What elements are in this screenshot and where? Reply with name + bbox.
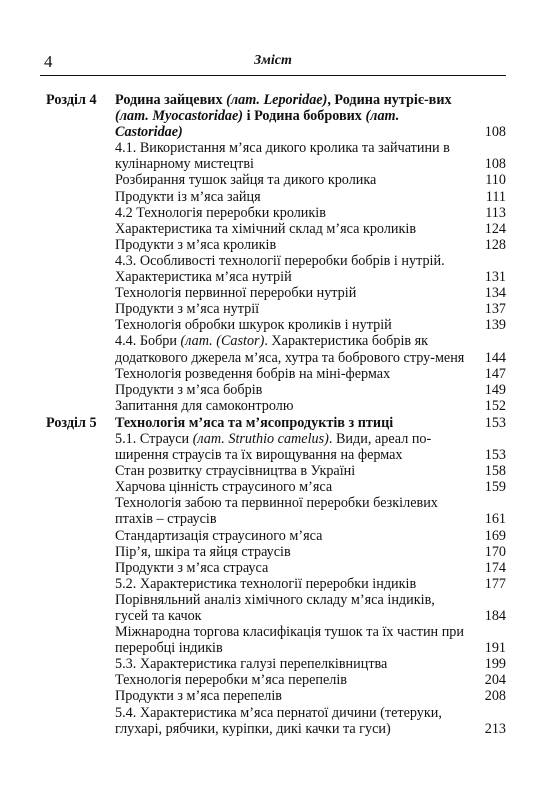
entry-title: Технологія первинної переробки нутрій <box>115 285 357 302</box>
entry-title: Запитання для самоконтролю <box>115 397 294 414</box>
toc-entry <box>40 333 506 365</box>
toc-entry <box>40 189 506 205</box>
entry-title: 4.2 Технологія переробки кроликів <box>115 204 326 221</box>
toc-entry <box>40 672 506 688</box>
entry-page-number: 111 <box>485 188 506 205</box>
toc-entry <box>40 688 506 704</box>
entry-title: Характеристика та хімічний склад м’яса кроликів <box>115 220 417 237</box>
toc-entry <box>40 528 506 544</box>
toc-entry <box>40 140 506 172</box>
entry-title: Продукти з м’яса перепелів <box>115 688 282 705</box>
toc-entry <box>40 624 506 656</box>
entry-page-number: 204 <box>484 672 506 689</box>
entry-title: Продукти з м’яса нутрії <box>115 301 260 318</box>
toc-entry <box>40 576 506 592</box>
toc-entry <box>40 479 506 495</box>
entry-title: Технологія м’яса та м’ясопродуктів з птиці <box>115 414 394 431</box>
toc-entry <box>40 301 506 317</box>
toc-entry <box>40 253 506 269</box>
entry-title: Продукти із м’яса зайця <box>115 188 261 205</box>
entry-page-number: 110 <box>485 172 506 189</box>
toc-entry <box>40 398 506 414</box>
entry-title: Продукти з м’яса страуса <box>115 559 269 576</box>
entry-page-number: 169 <box>484 527 506 544</box>
entry-title: 5.3. Характеристика галузі перепелківництва <box>115 656 388 673</box>
toc-entry <box>40 205 506 221</box>
table-of-contents <box>40 92 506 737</box>
entry-title: Розбирання тушок зайця та дикого кролика <box>115 172 377 189</box>
toc-entry <box>40 463 506 479</box>
toc-entry <box>40 705 506 737</box>
toc-entry <box>40 495 506 527</box>
toc-entry <box>40 544 506 560</box>
entry-title: 5.1. Страуси (лат. Struthio camelus). Види, ареал по-ширення страусів та їх вирощування на фермах <box>115 430 432 464</box>
entry-title: Міжнародна торгова класифікація тушок та їх частин при переробці індиків <box>115 624 464 657</box>
entry-title: Технологія розведення бобрів на міні-фермах <box>115 365 391 382</box>
entry-title: Стандартизація страусиного м’яса <box>115 527 323 544</box>
toc-entry <box>40 656 506 672</box>
entry-title: Характеристика м’яса нутрій <box>115 269 292 286</box>
toc-entry <box>40 592 506 624</box>
toc-entry <box>40 237 506 253</box>
toc-entry <box>40 172 506 188</box>
toc-entry <box>40 560 506 576</box>
entry-page-number: 108 <box>484 156 506 173</box>
entry-page-number: 149 <box>484 381 506 398</box>
toc-entry <box>40 285 506 301</box>
entry-page-number: 208 <box>484 688 506 705</box>
entry-page-number: 199 <box>484 656 506 673</box>
entry-page-number: 124 <box>484 220 506 237</box>
page-number: 4 <box>44 52 53 71</box>
entry-title: Технологія забою та первинної переробки безкілевих птахів – страусів <box>115 495 438 528</box>
entry-title: 4.3. Особливості технології переробки бобрів і нутрій. <box>115 252 445 269</box>
toc-entry <box>40 221 506 237</box>
entry-page-number: 174 <box>484 559 506 576</box>
entry-title: Продукти з м’яса бобрів <box>115 381 263 398</box>
entry-page-number: 144 <box>484 349 506 366</box>
entry-title: Технологія обробки шкурок кроликів і нутрій <box>115 317 392 334</box>
toc-entry <box>40 269 506 285</box>
running-title: Зміст <box>254 53 292 68</box>
section-label: Розділ 5 <box>46 414 97 431</box>
toc-entry <box>40 366 506 382</box>
entry-page-number: 184 <box>484 608 506 624</box>
entry-page-number: 134 <box>484 285 506 302</box>
entry-page-number: 153 <box>484 414 506 431</box>
entry-page-number: 139 <box>484 317 506 334</box>
entry-page-number: 147 <box>484 365 506 382</box>
entry-page-number: 137 <box>484 301 506 318</box>
header-rule <box>40 75 506 76</box>
page-header <box>40 48 506 74</box>
entry-page-number: 152 <box>484 397 506 414</box>
entry-page-number: 128 <box>484 236 506 253</box>
entry-title: 5.2. Характеристика технології переробки індиків <box>115 575 417 592</box>
toc-entry <box>40 317 506 333</box>
toc-section-entry <box>40 415 506 431</box>
entry-title: Стан розвитку страусівництва в Україні <box>115 463 356 480</box>
entry-title: Пір’я, шкіра та яйця страусів <box>115 543 291 560</box>
entry-title: Харчова цінність страусиного м’яса <box>115 479 333 496</box>
entry-title: Порівняльний аналіз хімічного складу м’яса індиків, гусей та качок <box>115 591 435 624</box>
entry-page-number: 131 <box>484 269 506 286</box>
entry-page-number: 191 <box>484 640 506 657</box>
toc-entry <box>40 431 506 463</box>
entry-page-number: 159 <box>484 479 506 496</box>
toc-section-entry <box>40 92 506 140</box>
entry-title: 4.4. Бобри (лат. (Castor). Характеристика бобрів як додаткового джерела м’яса, хутра та бобрового стру-меня <box>115 333 465 366</box>
entry-page-number: 108 <box>484 124 506 141</box>
entry-page-number: 213 <box>484 720 506 737</box>
entry-page-number: 161 <box>484 511 506 528</box>
entry-page-number: 158 <box>484 463 506 480</box>
entry-title: 4.1. Використання м’яса дикого кролика та зайчатини в кулінарному мистецтві <box>115 140 450 173</box>
entry-title: Родина зайцевих (лат. Leporidae), Родина нутріє-вих (лат. Myocastoridae) і Родина бобрових (лат. Castoridae) <box>115 92 452 141</box>
entry-title: Технологія переробки м’яса перепелів <box>115 672 347 689</box>
section-label: Розділ 4 <box>46 92 97 108</box>
entry-page-number: 153 <box>484 447 506 464</box>
entry-title: Продукти з м’яса кроликів <box>115 236 277 253</box>
entry-page-number: 170 <box>484 543 506 560</box>
entry-page-number: 113 <box>485 204 506 221</box>
entry-title: 5.4. Характеристика м’яса пернатої дичини (тетеруки, глухарі, рябчики, куріпки, дикі качки та гуси) <box>115 704 442 737</box>
toc-entry <box>40 382 506 398</box>
entry-page-number: 177 <box>484 575 506 592</box>
